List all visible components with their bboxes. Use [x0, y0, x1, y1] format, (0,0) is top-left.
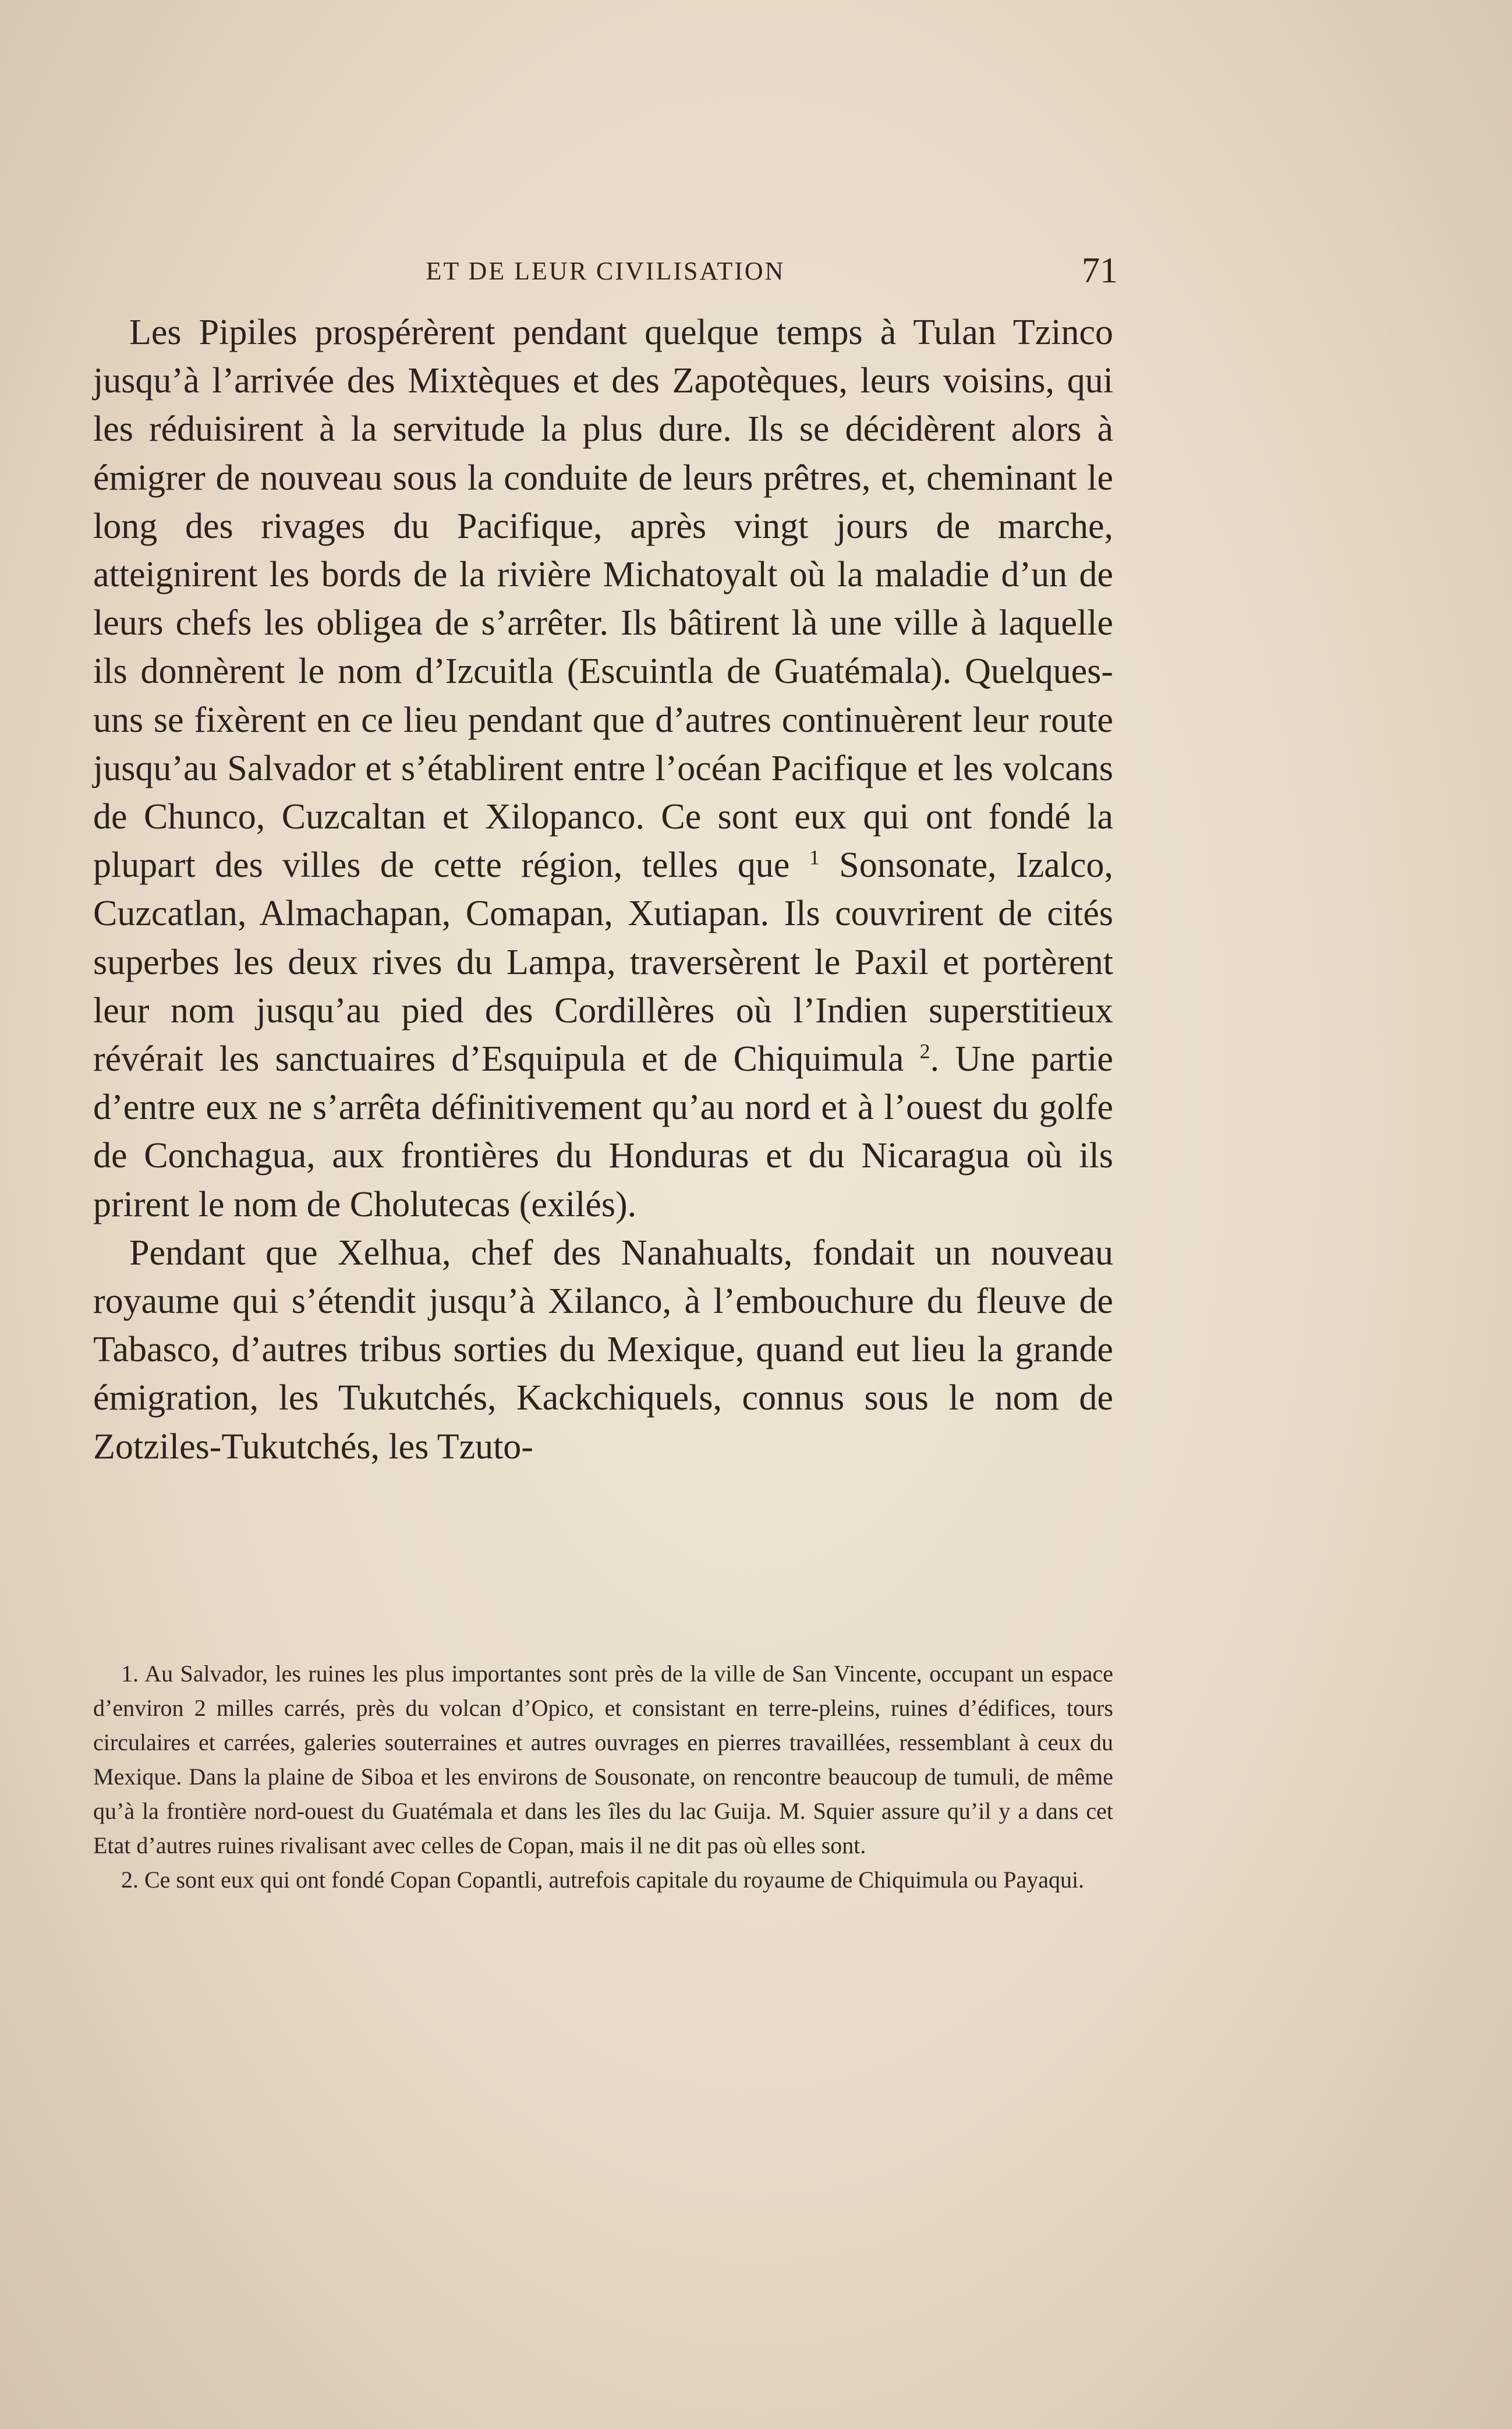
paragraph-1-part-c: . Une partie d’entre eux ne s’arrêta définitivement qu’au nord et à l’ouest du golfe de Conchagua, aux frontières du Honduras et du Nicaragua où ils prirent le nom de Cholutecas (exilés). — [93, 1039, 1113, 1224]
paragraph-2: Pendant que Xelhua, chef des Nanahualts, fondait un nouveau royaume qui s’étendit jusqu’à Xilanco, à l’embouchure du fleuve de Tabasco, d’autres tribus sorties du Mexique, quand eut lieu la grande émigration, les Tukutchés, Kackchiquels, connus sous le nom de Zotziles-Tukutchés, les Tzuto- — [93, 1233, 1113, 1467]
paragraph-1 — [93, 309, 1113, 1229]
running-head — [93, 250, 1118, 297]
paragraph-1-part-a: Les Pipiles prospérèrent pendant quelque temps à Tulan Tzinco jusqu’à l’arrivée des Mixtèques et des Zapotèques, leurs voisins, qui les réduisirent à la servitude la plus dure. Ils se décidèrent alors à émigrer de nouveau sous la conduite de leurs prêtres, et, cheminant le long des rivages du Pacifique, après vingt jours de marche, atteignirent les bords de la rivière Michatoyalt où la maladie d’un de leurs chefs les obligea de s’arrêter. Ils bâtirent là une ville à laquelle ils donnèrent le nom d’Izcuitla (Escuintla de Guatémala). Quelques-uns se fixèrent en ce lieu pendant que d’autres continuèrent leur route jusqu’au Salvador et s’établirent entre l’océan Pacifique et les volcans de Chunco, Cuzcaltan et Xilopanco. Ce sont eux qui ont fondé la plupart des villes de cette région, telles que — [93, 313, 1113, 886]
footnotes — [93, 1656, 1113, 1897]
footnote-2: 2. Ce sont eux qui ont fondé Copan Copantli, autrefois capitale du royaume de Chiquimula ou Payaqui. — [121, 1867, 1085, 1893]
footnote-ref-1: 1 — [809, 845, 820, 869]
footnote-1: 1. Au Salvador, les ruines les plus importantes sont près de la ville de San Vincente, occupant un espace d’environ 2 milles carrés, près du volcan d’Opico, et consistant en terre-pleins, ruines d’édifices, tours circulaires et carrées, galeries souterraines et autres ouvrages en pierres travaillées, ressemblant à ceux du Mexique. Dans la plaine de Siboa et les environs de Sousonate, on rencontre beaucoup de tumuli, de même qu’à la frontière nord-ouest du Guatémala et dans les îles du lac Guija. M. Squier assure qu’il y a dans cet Etat d’autres ruines rivalisant avec celles de Copan, mais il ne dit pas où elles sont. — [93, 1660, 1113, 1858]
page-number: 71 — [1082, 251, 1118, 291]
paragraph-1-part-b: Sonsonate, Izalco, Cuzcatlan, Almachapan, Comapan, Xutiapan. Ils couvrirent de cités superbes les deux rives du Lampa, traversèrent le Paxil et portèrent leur nom jusqu’au pied des Cordillères où l’Indien superstitieux révérait les sanctuaires d’Esquipula et de Chiquimula — [93, 845, 1113, 1079]
running-title: ET DE LEUR CIVILISATION — [426, 257, 785, 285]
footnote-ref-2: 2 — [919, 1039, 930, 1063]
body-text — [93, 309, 1113, 1471]
